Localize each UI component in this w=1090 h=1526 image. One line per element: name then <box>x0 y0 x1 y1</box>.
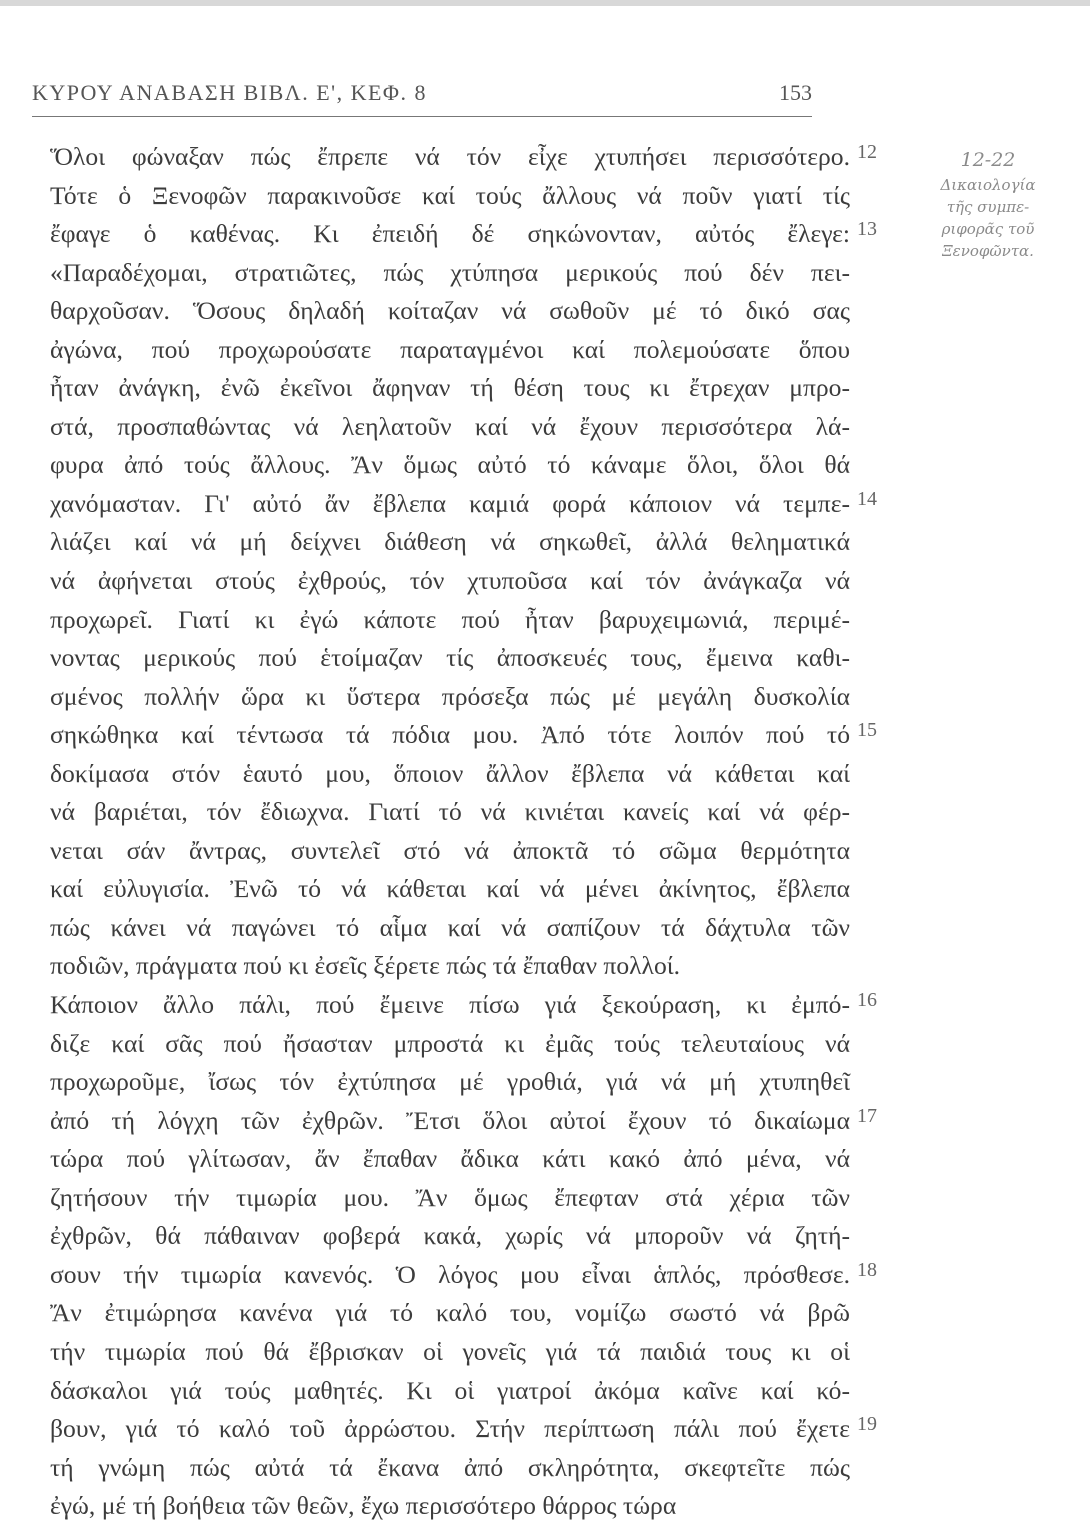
text-line: ποδιῶν, πράγματα πού κι ἐσεῖς ξέρετε πώς τά ἔπαθαν πολλοί. <box>50 951 681 981</box>
text-line: προχωροῦμε, ἴσως τόν ἐχτύπησα μέ γροθιά, γιά νά μή χτυπηθεῖ <box>50 1067 850 1097</box>
text-line: Τότε ὁ Ξενοφῶν παρακινοῦσε καί τούς ἄλλους νά ποῦν γιατί τίς <box>50 180 850 210</box>
text-line: σηκώθηκα καί τέντωσα τά πόδια μου. Ἀπό τότε λοιπόν πού τό <box>50 720 850 750</box>
running-head: ΚΥΡΟΥ ΑΝΑΒΑΣΗ ΒΙΒΛ. Ε', ΚΕΦ. 8 <box>32 80 428 105</box>
sidenote-range: 12-22 <box>960 149 1016 171</box>
text-line: καί εὐλυγισία. Ἐνῶ τό νά κάθεται καί νά μένει ἀκίνητος, ἔβλεπα <box>50 874 850 904</box>
text-line: τήν τιμωρία πού θά ἔβρισκαν οἱ γονεῖς γιά τά παιδιά τους κι οἱ <box>50 1336 850 1366</box>
text-line: ἦταν ἀνάγκη, ἐνῶ ἐκεῖνοι ἄφηναν τή θέση τους κι ἔτρεχαν μπρο- <box>50 373 850 403</box>
sidenote-line: Ξενοφῶντα. <box>942 242 1034 260</box>
text-line: φυρα ἀπό τούς ἄλλους. Ἄν ὅμως αὐτό τό κάναμε ὅλοι, ὅλοι θά <box>50 450 850 480</box>
text-line: δοκίμασα στόν ἑαυτό μου, ὅποιον ἄλλον ἔβλεπα νά κάθεται καί <box>50 758 850 788</box>
section-number: 16 <box>857 989 877 1012</box>
text-line: «Παραδέχομαι, στρατιῶτες, πώς χτύπησα μερικούς πού δέν πει- <box>50 257 850 287</box>
page-header <box>32 74 812 124</box>
text-line: χανόμασταν. Γι' αὐτό ἄν ἔβλεπα καμιά φορά κάποιον νά τεμπε- <box>50 488 850 518</box>
sidenote <box>898 146 1078 262</box>
text-line: στά, προσπαθώντας νά λεηλατοῦν καί νά ἔχουν περισσότερα λά- <box>50 411 850 441</box>
section-number: 15 <box>857 719 877 742</box>
section-number: 19 <box>857 1413 877 1436</box>
text-line: νοντας μερικούς πού ἑτοίμαζαν τίς ἀποσκευές τους, ἔμεινα καθι- <box>50 643 850 673</box>
text-line: διζε καί σᾶς πού ἤσασταν μπροστά κι ἐμᾶς τούς τελευταίους νά <box>50 1028 850 1058</box>
header-rule <box>32 116 812 117</box>
text-line: ἀπό τή λόγχη τῶν ἐχθρῶν. Ἔτσι ὅλοι αὐτοί ἔχουν τό δικαίωμα <box>50 1105 850 1135</box>
section-number: 17 <box>857 1105 877 1127</box>
page-top-edge <box>0 0 1090 6</box>
text-line: Ἄν ἐτιμώρησα κανένα γιά τό καλό του, νομίζω σωστό νά βρῶ <box>50 1298 850 1328</box>
text-line: δάσκαλοι γιά τούς μαθητές. Κι οἱ γιατροί ἀκόμα καῖνε καί κό- <box>50 1375 850 1405</box>
text-line: ἔφαγε ὁ καθένας. Κι ἐπειδή δέ σηκώνονταν, αὐτός ἔλεγε: <box>50 219 850 249</box>
body-text <box>50 138 850 1526</box>
text-line: ἐχθρῶν, θά πάθαιναν φοβερά κακά, χωρίς νά μποροῦν νά ζητή- <box>50 1221 850 1251</box>
sidenote-line: ριφορᾶς τοῦ <box>941 220 1035 238</box>
page-number: 153 <box>779 80 812 105</box>
text-line: προχωρεῖ. Γιατί κι ἐγώ κάποτε πού ἦταν βαρυχειμωνιά, περιμέ- <box>50 604 850 634</box>
text-line: θαρχοῦσαν. Ὅσους δηλαδή κοίταζαν νά σωθοῦν μέ τό δικό σας <box>50 296 850 326</box>
text-line: τή γνώμη πώς αὐτά τά ἔκανα ἀπό σκληρότητα, σκεφτεῖτε πώς <box>50 1452 850 1482</box>
text-line: λιάζει καί νά μή δείχνει διάθεση νά σηκωθεῖ, ἀλλά θεληματικά <box>50 527 850 557</box>
section-number: 14 <box>857 488 877 511</box>
section-number: 18 <box>857 1259 877 1282</box>
text-line: Ὅλοι φώναξαν πώς ἔπρεπε νά τόν εἶχε χτυπήσει περισσότερο. <box>50 142 850 171</box>
sidenote-line: Δικαιολογία <box>940 176 1036 194</box>
text-line: ζητήσουν τήν τιμωρία μου. Ἄν ὅμως ἔπεφταν στά χέρια τῶν <box>50 1182 850 1212</box>
text-line: ἀγώνα, πού προχωρούσατε παραταγμένοι καί πολεμούσατε ὅπου <box>50 334 850 364</box>
text-line: τώρα πού γλίτωσαν, ἄν ἔπαθαν ἄδικα κάτι κακό ἀπό μένα, νά <box>50 1144 850 1174</box>
text-line: πώς κάνει νά παγώνει τό αἷμα καί νά σαπίζουν τά δάχτυλα τῶν <box>50 912 850 942</box>
text-line: νεται σάν ἄντρας, συντελεῖ στό νά ἀποκτᾶ τό σῶμα θερμότητα <box>50 835 850 865</box>
text-line: σμένος πολλήν ὥρα κι ὕστερα πρόσεξα πώς μέ μεγάλη δυσκολία <box>50 681 850 711</box>
section-number: 12 <box>857 141 877 163</box>
text-line: Κάποιον ἄλλο πάλι, πού ἔμεινε πίσω γιά ξεκούραση, κι ἐμπό- <box>50 990 850 1020</box>
text-line: νά βαριέται, τόν ἔδιωχνα. Γιατί τό νά κινιέται κανείς καί νά φέρ- <box>50 797 850 827</box>
section-number: 13 <box>857 218 877 241</box>
text-line: νά ἀφήνεται στούς ἐχθρούς, τόν χτυποῦσα καί τόν ἀνάγκαζα νά <box>50 566 850 596</box>
text-line: σουν τήν τιμωρία κανενός. Ὁ λόγος μου εἶναι ἁπλός, πρόσθεσε. <box>50 1259 850 1289</box>
text-line: ἐγώ, μέ τή βοήθεια τῶν θεῶν, ἔχω περισσότερο θάρρος τώρα <box>50 1491 677 1521</box>
text-line: βουν, γιά τό καλό τοῦ ἀρρώστου. Στήν περίπτωση πάλι πού ἔχετε <box>50 1414 850 1444</box>
sidenote-line: τῆς συμπε- <box>946 198 1030 216</box>
